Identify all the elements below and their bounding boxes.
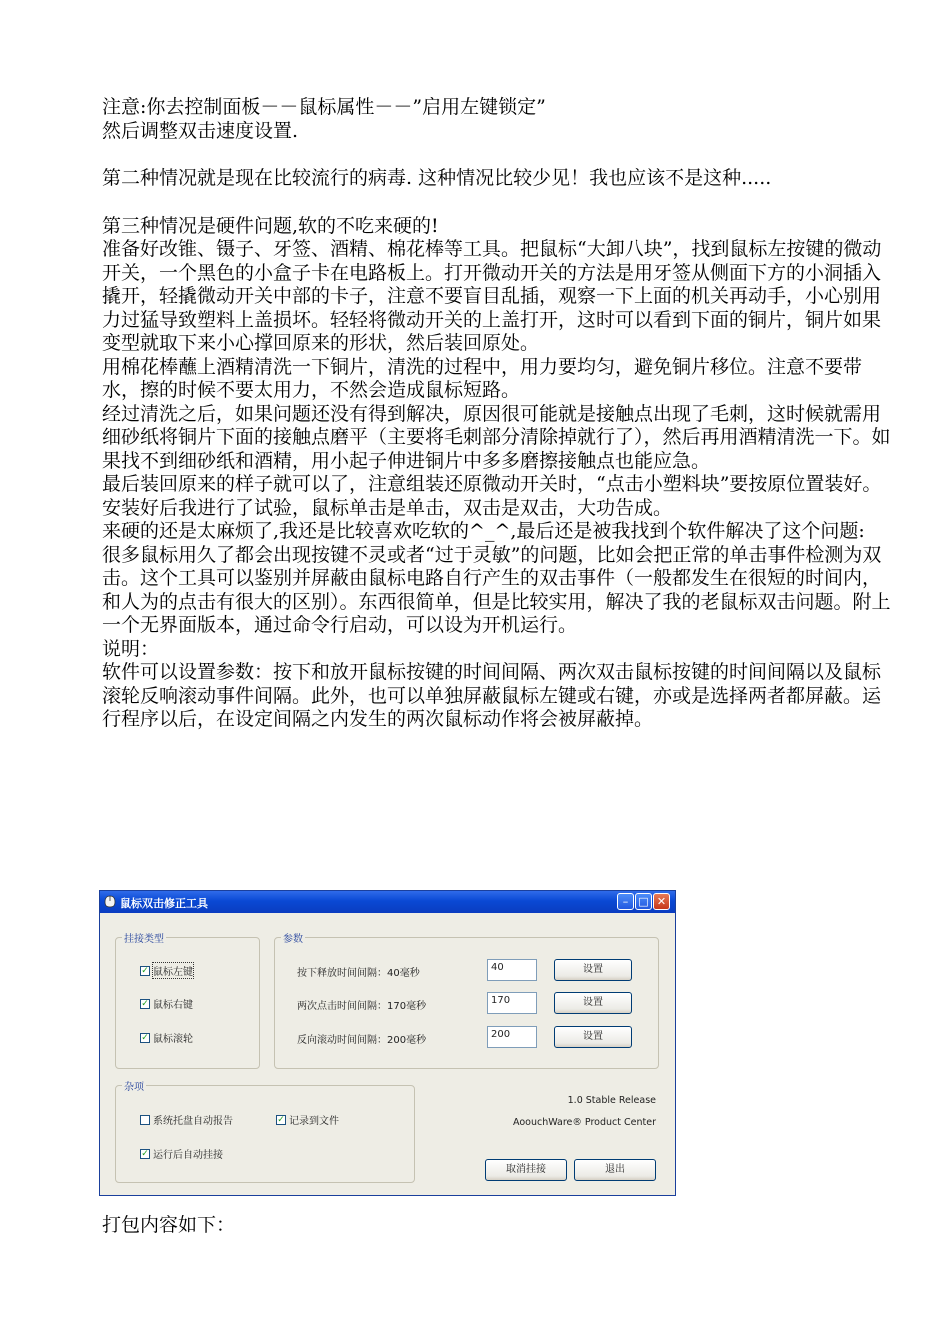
press-release-label: 按下释放时间间隔：40毫秒 — [297, 968, 420, 979]
paragraph: 很多鼠标用久了都会出现按键不灵或者“过于灵敏”的问题，比如会把正常的单击事件检测为双击。这个工具可以鉴别并屏蔽由鼠标电路自行产生的双击事件（一般都发生在很短的时间内，和人为的点击有很大的区别）。东西很简单，但是比较实用，解决了我的老鼠标双击问题。附上一个无界面版本，通过命令行启动，可以设为开机运行。 — [102, 543, 891, 636]
set-double-click-button[interactable]: 设置 — [554, 992, 632, 1014]
check-icon: ✓ — [141, 1148, 149, 1159]
reverse-scroll-input[interactable]: 200 — [487, 1026, 537, 1048]
paragraph: 然后调整双击速度设置. — [102, 119, 299, 142]
reverse-scroll-label: 反向滚动时间间隔：200毫秒 — [297, 1035, 427, 1046]
version-text: 1.0 Stable Release — [567, 1095, 656, 1106]
paragraph: 用棉花棒蘸上酒精清洗一下铜片，清洗的过程中，用力要均匀，避免铜片移位。注意不要带水，擦的时候不要太用力，不然会造成鼠标短路。 — [102, 355, 863, 401]
log-to-file-checkbox[interactable]: ✓ 记录到文件 — [277, 1114, 339, 1127]
paragraph: 经过清洗之后，如果问题还没有得到解决，原因很可能就是接触点出现了毛刺，这时候就需用细砂纸将铜片下面的接触点磨平（主要将毛刺部分清除掉就行了），然后再用酒精清洗一下。如果找不到细砂纸和酒精，用小起子伸进铜片中多多磨擦接触点也能应急。 — [102, 402, 891, 472]
article-body — [102, 96, 892, 732]
set-reverse-scroll-button[interactable]: 设置 — [554, 1026, 632, 1048]
company-text: AoouchWare® Product Center — [513, 1117, 656, 1128]
misc-group — [115, 1082, 415, 1183]
minimize-button[interactable]: – — [617, 893, 634, 910]
auto-hook-checkbox[interactable]: ✓ 运行后自动挂接 — [141, 1148, 223, 1161]
params-legend: 参数 — [281, 930, 305, 945]
wheel-checkbox[interactable]: ✓ 鼠标滚轮 — [141, 1032, 193, 1045]
press-release-input[interactable]: 40 — [487, 959, 537, 981]
dialog-title: 鼠标双击修正工具 — [120, 897, 208, 910]
double-click-input[interactable]: 170 — [487, 992, 537, 1014]
double-click-label: 两次点击时间间隔：170毫秒 — [297, 1001, 427, 1012]
exit-button[interactable]: 退出 — [574, 1159, 656, 1181]
footer-text: 打包内容如下： — [102, 1214, 236, 1236]
check-icon: ✓ — [141, 998, 149, 1009]
paragraph: 说明： — [102, 637, 160, 660]
paragraph: 来硬的还是太麻烦了,我还是比较喜欢吃软的^_^,最后还是被我找到个软件解决了这个问题: — [102, 520, 865, 542]
left-button-checkbox[interactable]: ✓ 鼠标左键 — [140, 963, 193, 978]
hook-type-group — [115, 934, 260, 1069]
set-press-release-button[interactable]: 设置 — [554, 959, 632, 981]
tray-report-checkbox[interactable]: 系统托盘自动报告 — [140, 1112, 233, 1127]
params-group — [274, 934, 659, 1069]
hook-type-legend: 挂接类型 — [122, 930, 166, 945]
paragraph: 第三种情况是硬件问题,软的不吃来硬的! — [102, 214, 439, 237]
check-icon: ✓ — [141, 965, 149, 976]
check-icon: ✓ — [141, 1032, 149, 1043]
paragraph: 准备好改锥、镊子、牙签、酒精、棉花棒等工具。把鼠标“大卸八块”，找到鼠标左按键的微动开关，一个黑色的小盒子卡在电路板上。打开微动开关的方法是用牙签从侧面下方的小洞插入撬开，轻撬微动开关中部的卡子，注意不要盲目乱插，观察一下上面的机关再动手，小心别用力过猛导致塑料上盖损坏。轻轻将微动开关的上盖打开，这时可以看到下面的铜片，铜片如果变型就取下来小心撑回原来的形状，然后装回原处。 — [102, 238, 882, 354]
misc-legend: 杂项 — [122, 1078, 146, 1093]
maximize-button[interactable]: □ — [635, 893, 652, 910]
paragraph: 软件可以设置参数：按下和放开鼠标按键的时间间隔、两次双击鼠标按键的时间间隔以及鼠标滚轮反响滚动事件间隔。此外，也可以单独屏蔽鼠标左键或右键，亦或是选择两者都屏蔽。运行程序以后，在设定间隔之内发生的两次鼠标动作将会被屏蔽掉。 — [102, 661, 882, 730]
paragraph: 最后装回原来的样子就可以了，注意组装还原微动开关时，“点击小塑料块”要按原位置装好。安装好后我进行了试验，鼠标单击是单击，双击是双击，大功告成。 — [102, 473, 882, 519]
close-button[interactable]: ✕ — [653, 893, 670, 910]
paragraph: 注意:你去控制面板－－鼠标属性－－”启用左键锁定” — [102, 96, 546, 118]
paragraph: 第二种情况就是现在比较流行的病毒. 这种情况比较少见！我也应该不是这种..... — [102, 167, 772, 189]
dialog-titlebar — [100, 891, 675, 913]
check-icon: ✓ — [277, 1114, 285, 1125]
right-button-checkbox[interactable]: ✓ 鼠标右键 — [141, 998, 193, 1011]
mouse-icon — [104, 895, 116, 908]
dialog-screenshot — [99, 890, 676, 1196]
unhook-button[interactable]: 取消挂接 — [485, 1159, 567, 1181]
checkbox-icon — [140, 1115, 150, 1125]
